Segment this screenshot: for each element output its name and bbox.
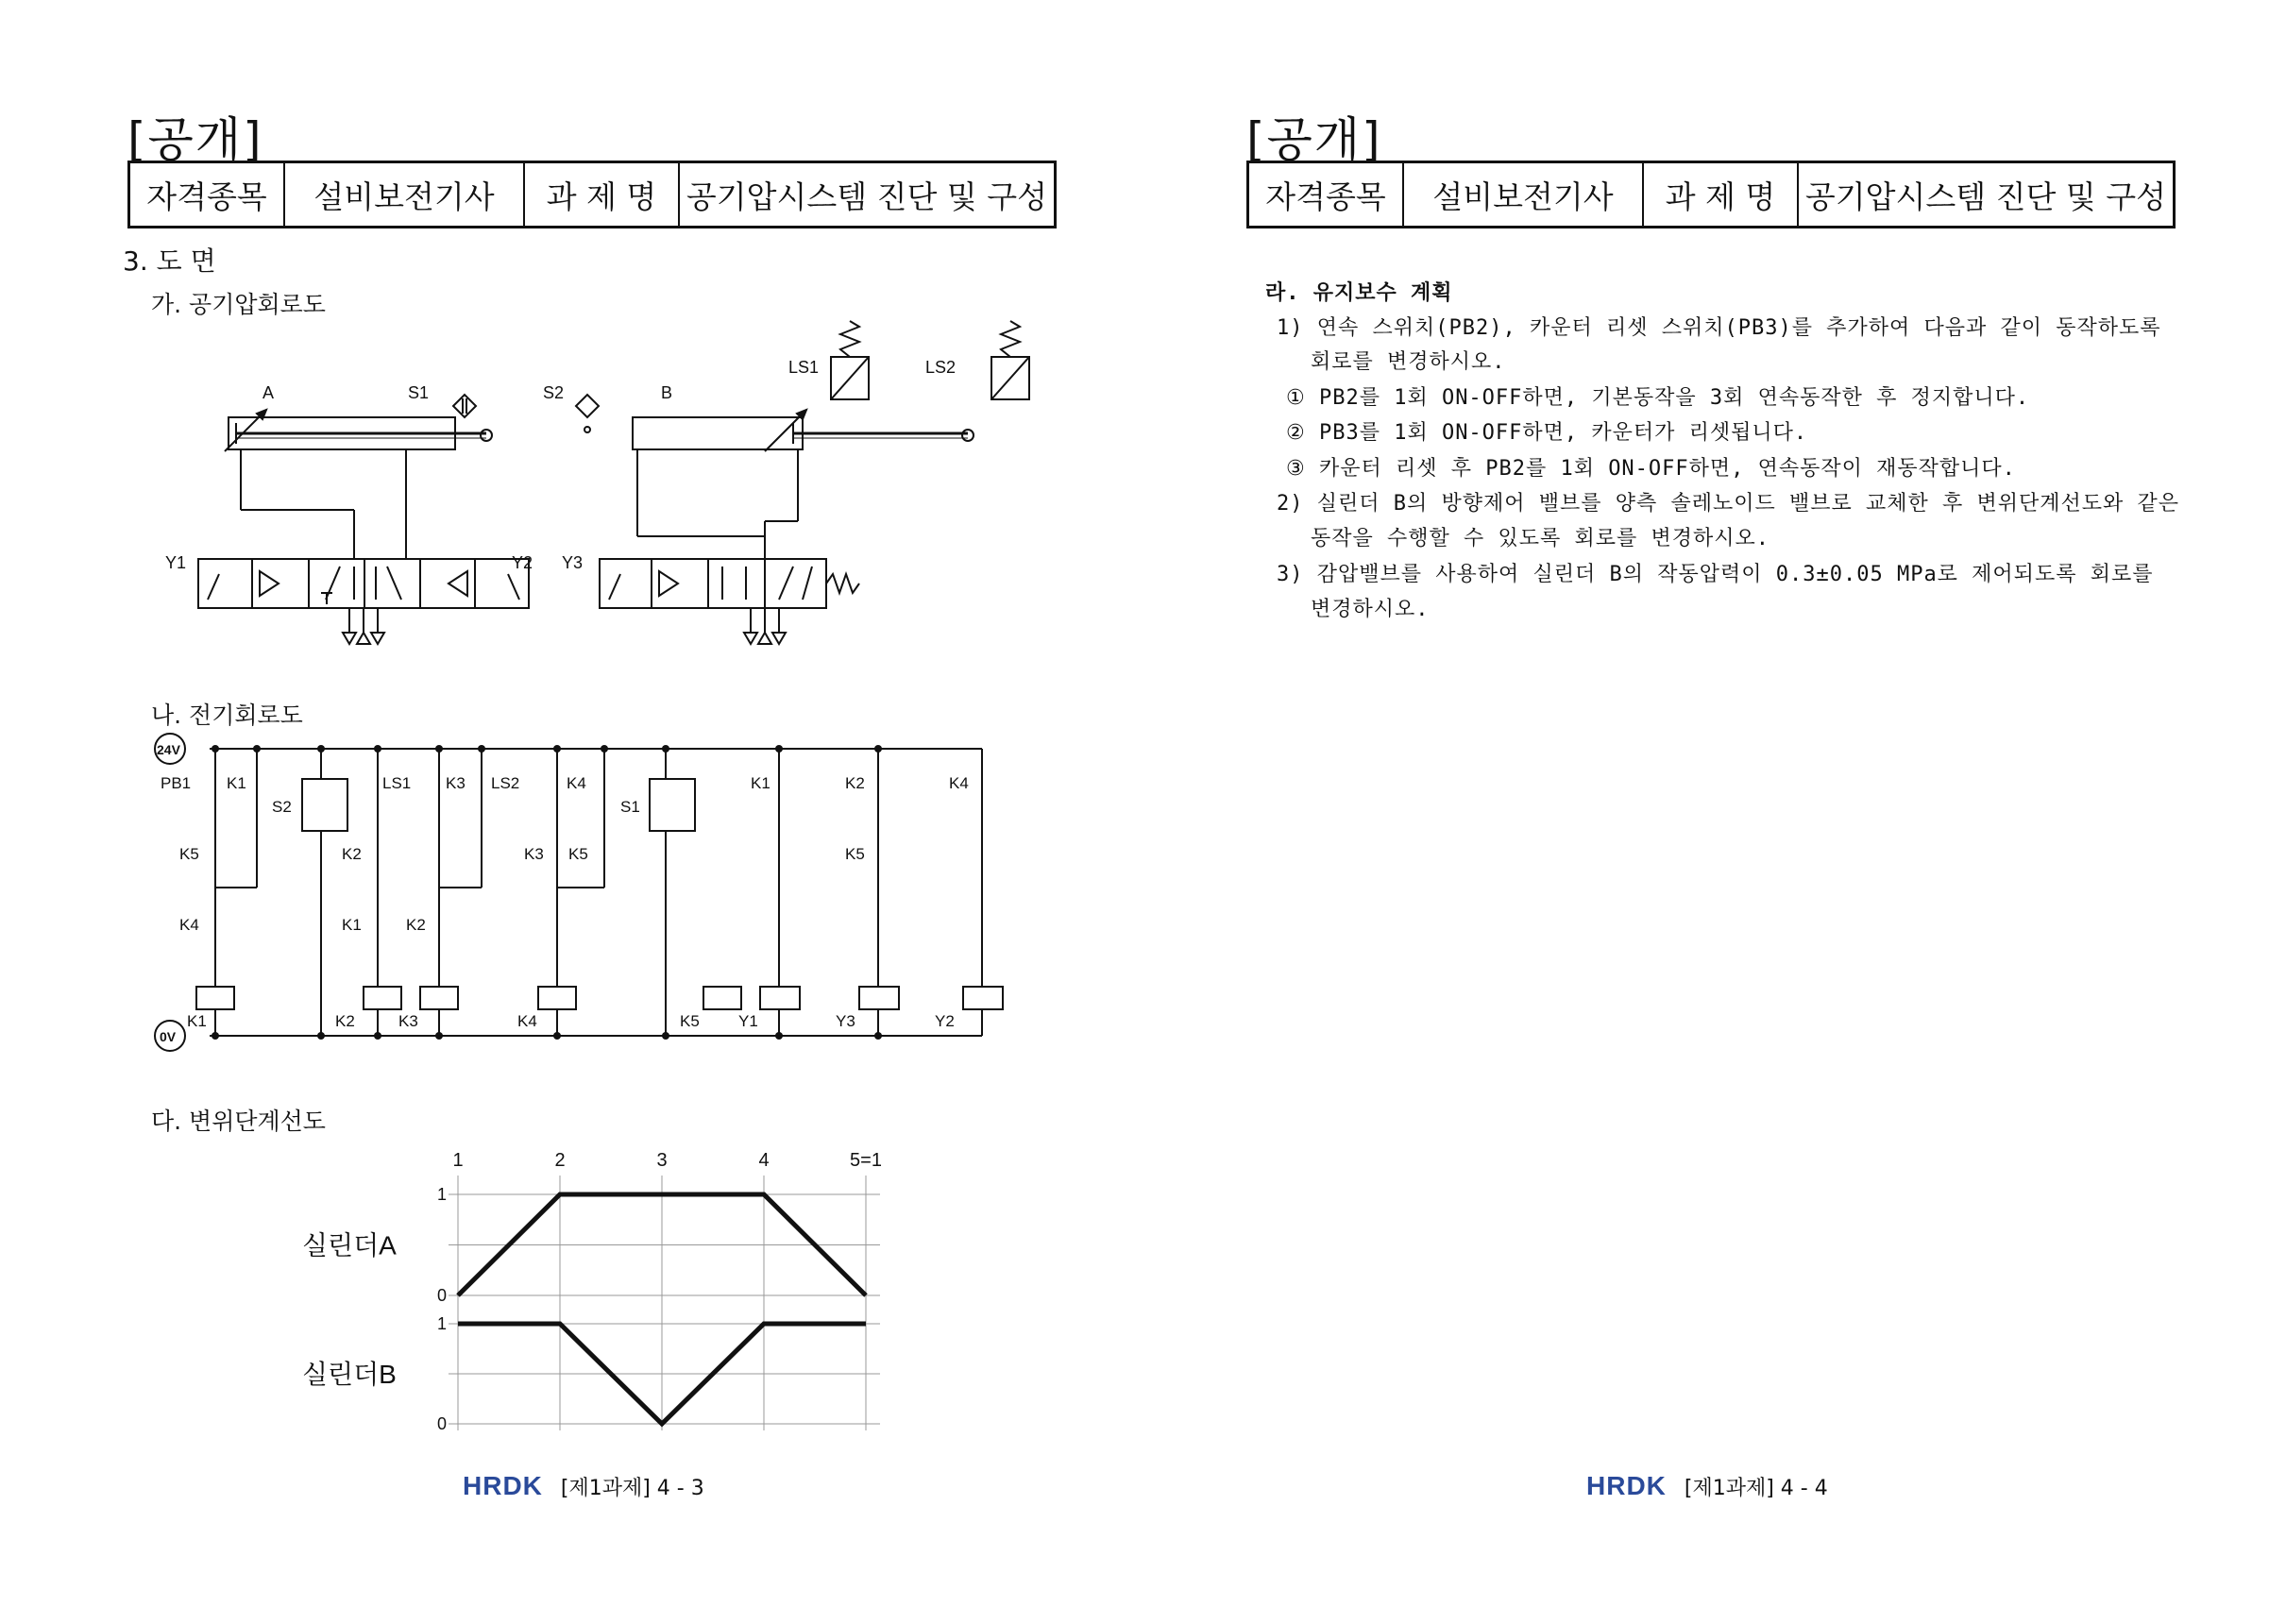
label-s2: S2 xyxy=(543,383,565,402)
sensor-s1-box xyxy=(650,779,695,831)
label-cylinder-b: B xyxy=(661,383,673,402)
maintenance-title: 라. 유지보수 계획 xyxy=(1265,281,1453,305)
supply-0v: 0V xyxy=(160,1029,177,1044)
label-y1: Y1 xyxy=(738,1012,758,1030)
label-coil-k5: K5 xyxy=(680,1012,700,1030)
header-cell-task-value: 공기압시스템 진단 및 구성 xyxy=(1798,162,2175,228)
solenoid-y1 xyxy=(760,987,800,1009)
level-0-a: 0 xyxy=(437,1286,448,1305)
footer-page-number: [제1과제] 4 - 3 xyxy=(560,1477,704,1500)
level-1-a: 1 xyxy=(437,1185,448,1204)
displacement-diagram xyxy=(283,1142,888,1445)
step-label-4: 4 xyxy=(758,1150,770,1171)
header-cell-task-value: 공기압시스템 진단 및 구성 xyxy=(679,162,1056,228)
label-coil-k1: K1 xyxy=(187,1012,207,1030)
sensor-s2-box xyxy=(302,779,347,831)
label-ls1: LS1 xyxy=(788,358,820,377)
label-k2-rung2: K2 xyxy=(342,845,362,863)
label-k4-contact: K4 xyxy=(567,774,586,792)
header-cell-qualification-value: 설비보전기사 xyxy=(284,162,524,228)
maintenance-line-5: ③ 카운터 리셋 후 PB2를 1회 ON-OFF하면, 연속동작이 재동작합니다. xyxy=(1286,457,2016,481)
coil-k3 xyxy=(420,987,458,1009)
label-k1-contact: K1 xyxy=(227,774,246,792)
hrdk-logo: HRDK xyxy=(463,1471,543,1500)
maintenance-line-7: 동작을 수행할 수 있도록 회로를 변경하시오. xyxy=(1311,527,1770,550)
coil-k4 xyxy=(538,987,576,1009)
section-title: 3. 도 면 xyxy=(123,245,216,277)
label-k1-rung2: K1 xyxy=(342,916,362,934)
label-pb1: PB1 xyxy=(161,774,192,792)
header-cell-qualification: 자격종목 xyxy=(129,162,285,228)
label-ls2: LS2 xyxy=(491,774,520,792)
displacement-title: 다. 변위단계선도 xyxy=(151,1108,326,1135)
maintenance-line-2: 회로를 변경하시오. xyxy=(1311,350,1506,374)
header-cell-task: 과 제 명 xyxy=(524,162,679,228)
header-table xyxy=(127,161,1057,228)
label-y3: Y3 xyxy=(836,1012,855,1030)
electric-diagram xyxy=(151,732,1039,1062)
label-coil-k3: K3 xyxy=(398,1012,418,1030)
footer-left xyxy=(463,1471,704,1501)
label-cylinder-a: A xyxy=(262,383,275,402)
coil-k2 xyxy=(364,987,401,1009)
pneumatic-title: 가. 공기압회로도 xyxy=(151,291,326,318)
header-table xyxy=(1246,161,2176,228)
solenoid-y2 xyxy=(963,987,1003,1009)
step-label-2: 2 xyxy=(554,1150,566,1171)
label-k4-rung1: K4 xyxy=(179,916,199,934)
label-k5-y3: K5 xyxy=(845,845,865,863)
label-y2: Y2 xyxy=(512,553,533,572)
maintenance-line-3: ① PB2를 1회 ON-OFF하면, 기본동작을 3회 연속동작한 후 정지합니다. xyxy=(1286,386,2030,410)
electric-title: 나. 전기회로도 xyxy=(151,702,303,729)
public-label: [공개] xyxy=(1246,112,1382,167)
label-k3-rung4: K3 xyxy=(524,845,544,863)
maintenance-line-4: ② PB3를 1회 ON-OFF하면, 카운터가 리셋됩니다. xyxy=(1286,421,1808,445)
label-s1: S1 xyxy=(620,798,640,816)
header-cell-qualification: 자격종목 xyxy=(1248,162,1404,228)
step-label-5: 5=1 xyxy=(850,1150,882,1171)
label-y3: Y3 xyxy=(562,553,584,572)
label-k1-y1: K1 xyxy=(751,774,770,792)
label-k4-y2: K4 xyxy=(949,774,969,792)
row-label-cylinder-a: 실린더A xyxy=(302,1230,397,1260)
sensor-s2 xyxy=(576,395,599,417)
label-coil-k2: K2 xyxy=(335,1012,355,1030)
maintenance-line-8: 3) 감압밸브를 사용하여 실린더 B의 작동압력이 0.3±0.05 MPa로 제어되도록 회로를 xyxy=(1277,563,2154,586)
step-label-3: 3 xyxy=(656,1150,668,1171)
label-y1: Y1 xyxy=(165,553,187,572)
label-k2-rung3: K2 xyxy=(406,916,426,934)
header-cell-task: 과 제 명 xyxy=(1643,162,1798,228)
supply-24v: 24V xyxy=(157,742,180,757)
pneumatic-diagram xyxy=(161,312,957,661)
coil-k5 xyxy=(703,987,741,1009)
label-coil-k4: K4 xyxy=(517,1012,537,1030)
row-label-cylinder-b: 실린더B xyxy=(302,1360,397,1389)
maintenance-line-9: 변경하시오. xyxy=(1311,598,1430,621)
label-s2: S2 xyxy=(272,798,292,816)
label-ls1: LS1 xyxy=(382,774,412,792)
header-cell-qualification-value: 설비보전기사 xyxy=(1403,162,1643,228)
maintenance-line-6: 2) 실린더 B의 방향제어 밸브를 양측 솔레노이드 밸브로 교체한 후 변위단계선도와 같은 xyxy=(1277,492,2180,516)
page-right xyxy=(1143,0,2285,1624)
label-y2: Y2 xyxy=(935,1012,955,1030)
level-0-b: 0 xyxy=(437,1414,448,1433)
hrdk-logo: HRDK xyxy=(1586,1471,1667,1500)
label-k3-contact: K3 xyxy=(446,774,466,792)
label-ls2: LS2 xyxy=(925,358,957,377)
solenoid-y3 xyxy=(859,987,899,1009)
footer-right xyxy=(1586,1471,1828,1501)
public-label: [공개] xyxy=(127,112,263,167)
sensor-s1 xyxy=(453,395,476,417)
step-label-1: 1 xyxy=(452,1150,464,1171)
label-k2-y3: K2 xyxy=(845,774,865,792)
label-k5-rung4: K5 xyxy=(568,845,588,863)
label-k5-rung1: K5 xyxy=(179,845,199,863)
maintenance-line-1: 1) 연속 스위치(PB2), 카운터 리셋 스위치(PB3)를 추가하여 다음과 같이 동작하도록 xyxy=(1277,316,2161,340)
coil-k1 xyxy=(196,987,234,1009)
level-1-b: 1 xyxy=(437,1314,448,1333)
footer-page-number: [제1과제] 4 - 4 xyxy=(1684,1477,1828,1500)
cylinder-b-body xyxy=(633,417,803,449)
label-s1: S1 xyxy=(408,383,430,402)
